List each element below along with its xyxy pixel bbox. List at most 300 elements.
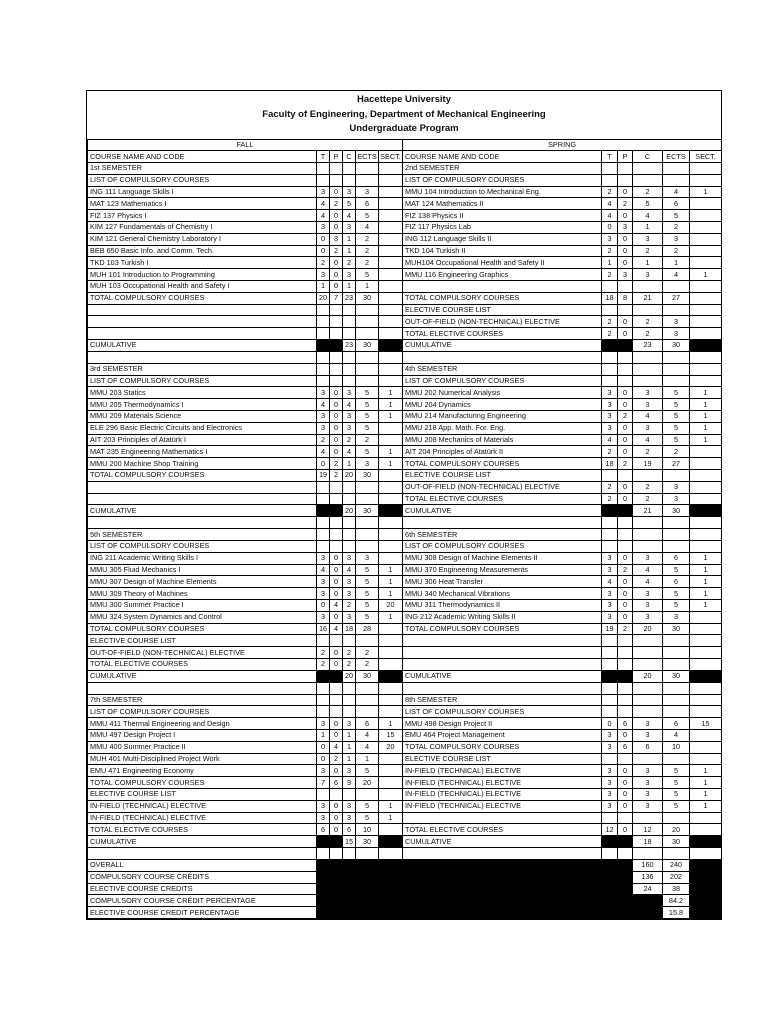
spring-course-cell: LIST OF COMPULSORY COURSES [403,174,602,186]
spring-t-cell: 3 [602,777,618,789]
spring-course-cell: 6th SEMESTER [403,529,602,541]
spacer-cell [343,351,356,363]
spring-c-cell: 2 [633,481,663,493]
fall-ects-cell: 6 [356,198,379,210]
fall-p-cell [330,529,343,541]
fall-ects-cell: 5 [356,269,379,281]
spring-t-cell [602,304,618,316]
spring-t-cell: 3 [602,233,618,245]
fall-t-cell: 16 [317,623,330,635]
fall-ects-cell: 2 [356,434,379,446]
fall-c-cell: 3 [343,411,356,423]
spring-c-cell: 2 [633,493,663,505]
spring-p-cell: 0 [618,824,633,836]
spacer-cell [317,847,330,859]
table-row [88,588,722,600]
fall-t-cell: 2 [317,434,330,446]
fall-course-cell: MMU 497 Design Project I [88,729,317,741]
spring-course-cell: 2nd SEMESTER [403,163,602,175]
fall-p-cell: 2 [330,245,343,257]
table-row [88,446,722,458]
fall-t-cell: 4 [317,564,330,576]
fall-t-cell: 3 [317,269,330,281]
spring-c-cell: 2 [633,446,663,458]
fall-course-cell: TOTAL ELECTIVE COURSES [88,824,317,836]
spring-t-cell: 3 [602,599,618,611]
spring-course-cell: MMU 204 Dynamics [403,399,602,411]
fall-p-cell: 0 [330,210,343,222]
fall-p-cell [330,316,343,328]
spring-c-cell: 5 [633,198,663,210]
spring-ects-cell: 5 [663,434,690,446]
spring-sect-cell [690,694,722,706]
summary-label: COMPULSORY COURSE CREDIT PERCENTAGE [88,895,317,907]
spring-sect-cell: 1 [690,777,722,789]
fall-c-cell [343,304,356,316]
summary-label: ELECTIVE COURSE CREDITS [88,883,317,895]
fall-ects-cell [356,304,379,316]
fall-t-cell: 3 [317,800,330,812]
fall-sect-cell [379,434,403,446]
spring-sect-cell [690,706,722,718]
curriculum-table-body [88,139,722,859]
fall-sect-cell [379,481,403,493]
spring-ects-cell: 5 [663,422,690,434]
spring-p-cell [618,304,633,316]
fall-c-cell: 4 [343,446,356,458]
spring-t-cell: 4 [602,434,618,446]
fall-course-cell: LIST OF COMPULSORY COURSES [88,174,317,186]
spring-c-cell: 3 [633,800,663,812]
fall-sect-cell [379,375,403,387]
spring-p-cell [618,635,633,647]
fall-ects-cell: 3 [356,186,379,198]
spring-c-cell: 19 [633,458,663,470]
spring-course-cell: ELECTIVE COURSE LIST [403,304,602,316]
spring-t-cell: 3 [602,729,618,741]
spring-p-cell: 0 [618,800,633,812]
spring-course-cell: IN-FIELD (TECHNICAL) ELECTIVE [403,800,602,812]
summary-end-blackout-cell [690,859,722,871]
fall-course-cell: MMU 411 Thermal Engineering and Design [88,718,317,730]
fall-ects-cell: 4 [356,222,379,234]
spacer-cell [690,847,722,859]
table-row [88,564,722,576]
spacer-cell [88,682,317,694]
fall-ects-cell: 4 [356,741,379,753]
spacer-cell [356,351,379,363]
table-row [88,292,722,304]
spring-course-cell [403,812,602,824]
table-row [88,470,722,482]
fall-c-cell: 3 [343,588,356,600]
spring-c-cell: 20 [633,670,663,682]
table-row [88,222,722,234]
fall-ects-cell: 30 [356,670,379,682]
summary-end-blackout-cell [690,895,722,907]
spring-p-cell: 0 [618,387,633,399]
fall-ects-cell: 5 [356,564,379,576]
summary-end-blackout-cell [690,907,722,919]
spring-sect-cell: 1 [690,186,722,198]
fall-t-cell: 0 [317,599,330,611]
spacer-cell [343,682,356,694]
spring-ects-cell: 3 [663,328,690,340]
fall-course-cell: MUH 401 Multi-Disciplined Project Work [88,753,317,765]
spring-t-cell: 3 [602,399,618,411]
fall-p-cell: 0 [330,588,343,600]
fall-sect-cell: 1 [379,611,403,623]
fall-c-cell: 4 [343,399,356,411]
fall-course-cell: MMU 209 Materials Science [88,411,317,423]
summary-row [88,883,722,895]
spring-p-cell: 0 [618,552,633,564]
spacer-cell [317,351,330,363]
spring-t-cell [602,658,618,670]
table-row [88,718,722,730]
spring-course-cell: ELECTIVE COURSE LIST [403,753,602,765]
table-row [88,304,722,316]
fall-ects-cell [356,635,379,647]
spring-t-cell: 2 [602,186,618,198]
spring-t-cell [602,174,618,186]
fall-ects-cell [356,481,379,493]
fall-ects-cell: 5 [356,812,379,824]
table-row [88,729,722,741]
spring-ects-cell: 6 [663,718,690,730]
spring-t-cell: 2 [602,316,618,328]
spacer-cell [330,517,343,529]
fall-blackout-cell [317,505,330,517]
fall-ects-cell: 5 [356,399,379,411]
fall-sect-cell [379,493,403,505]
spring-c-cell: 3 [633,233,663,245]
fall-c-cell: 20 [343,505,356,517]
summary-blackout-cell [317,907,633,919]
fall-t-cell [317,541,330,553]
table-row [88,210,722,222]
summary-label: OVERALL [88,859,317,871]
fall-ects-cell [356,328,379,340]
fall-c-cell [343,529,356,541]
summary-row [88,859,722,871]
table-row [88,481,722,493]
spring-p-cell [618,812,633,824]
fall-ects-cell [356,694,379,706]
spring-ects-cell: 5 [663,777,690,789]
spring-sect-cell: 1 [690,269,722,281]
fall-c-cell: 1 [343,233,356,245]
table-row [88,788,722,800]
spring-c-cell: 3 [633,399,663,411]
fall-sect-cell [379,647,403,659]
spring-t-cell [602,635,618,647]
spring-ects-cell [663,174,690,186]
fall-course-cell: MMU 307 Design of Machine Elements [88,576,317,588]
spring-p-cell: 0 [618,257,633,269]
spring-c-cell: 3 [633,777,663,789]
spring-t-cell: 2 [602,269,618,281]
spring-course-cell: EMU 464 Project Management [403,729,602,741]
fall-ects-cell: 3 [356,458,379,470]
summary-blackout-cell [317,871,633,883]
spring-ects-cell: 3 [663,493,690,505]
fall-t-cell: 3 [317,812,330,824]
spacer-cell [663,682,690,694]
spring-c-cell: 4 [633,411,663,423]
spring-t-cell: 2 [602,481,618,493]
table-row [88,281,722,293]
fall-t-cell [317,174,330,186]
table-row [88,316,722,328]
spring-blackout-cell [690,836,722,848]
curriculum-table [87,139,722,919]
fall-course-cell: ING 111 Language Skills I [88,186,317,198]
spacer-cell [618,682,633,694]
spring-course-cell: MMU 340 Mechanical Vibrations [403,588,602,600]
spring-ects-cell [663,706,690,718]
spring-c-cell: 3 [633,269,663,281]
summary-end-blackout-cell [690,871,722,883]
fall-sect-cell [379,623,403,635]
fall-blackout-cell [379,670,403,682]
spacer-cell [690,351,722,363]
fall-c-cell [343,493,356,505]
spring-c-cell [633,163,663,175]
fall-t-cell [317,493,330,505]
fall-c-cell: 2 [343,434,356,446]
summary-ects-cell: 240 [663,859,690,871]
spring-sect-cell [690,729,722,741]
spring-t-cell: 4 [602,210,618,222]
table-row [88,658,722,670]
spring-p-cell: 0 [618,611,633,623]
fall-t-cell: 4 [317,446,330,458]
spring-ects-cell: 30 [663,505,690,517]
fall-t-cell: 3 [317,718,330,730]
table-row [88,552,722,564]
spring-course-cell: MMU 104 Introduction to Mechanical Eng. [403,186,602,198]
fall-c-cell [343,694,356,706]
spring-p-cell: 0 [618,576,633,588]
fall-c-cell [343,316,356,328]
spring-p-cell: 3 [618,269,633,281]
fall-p-cell [330,541,343,553]
fall-p-cell [330,375,343,387]
fall-course-cell: EMU 471 Engineering Economy [88,765,317,777]
spring-sect-cell [690,375,722,387]
fall-ects-cell [356,706,379,718]
spring-t-cell: 3 [602,741,618,753]
spring-course-cell [403,281,602,293]
table-row [88,765,722,777]
spring-c-cell [633,375,663,387]
fall-ects-cell: 5 [356,446,379,458]
spacer-cell [403,847,602,859]
spring-t-cell: 3 [602,564,618,576]
spring-p-cell: 0 [618,399,633,411]
fall-ects-cell [356,788,379,800]
fall-c-cell: 1 [343,729,356,741]
fall-course-cell: MMU 200 Machine Shop Training [88,458,317,470]
spring-ects-cell [663,541,690,553]
spring-c-cell [633,363,663,375]
spacer-cell [343,517,356,529]
fall-c-cell: 15 [343,836,356,848]
table-row [88,706,722,718]
spring-p-cell: 0 [618,777,633,789]
table-row [88,824,722,836]
spring-ects-cell: 2 [663,222,690,234]
table-row [88,753,722,765]
spring-p-cell: 0 [618,765,633,777]
fall-p-cell: 0 [330,611,343,623]
spring-course-cell: 8th SEMESTER [403,694,602,706]
fall-p-cell: 3 [330,233,343,245]
fall-c-cell [343,541,356,553]
spring-course-cell: MMU 498 Design Project II [403,718,602,730]
fall-course-cell: MMU 300 Summer Practice I [88,599,317,611]
spring-ects-cell [663,658,690,670]
spacer-cell [379,517,403,529]
summary-credits-cell: 136 [633,871,663,883]
fall-t-cell: 4 [317,399,330,411]
spring-blackout-cell [602,505,618,517]
fall-p-cell: 0 [330,552,343,564]
spring-c-cell: 3 [633,599,663,611]
fall-c-cell: 2 [343,599,356,611]
spring-sect-cell [690,658,722,670]
spacer-cell [602,351,618,363]
fall-sect-cell: 1 [379,387,403,399]
spring-t-cell: 2 [602,493,618,505]
fall-course-cell: ING 211 Academic Writing Skills I [88,552,317,564]
spring-c-cell: 4 [633,564,663,576]
spring-p-cell: 0 [618,599,633,611]
fall-ects-cell: 1 [356,753,379,765]
fall-c-cell: 1 [343,753,356,765]
spring-col-c: C [633,151,663,163]
fall-ects-cell: 30 [356,340,379,352]
spring-course-cell: LIST OF COMPULSORY COURSES [403,706,602,718]
spring-t-cell [602,706,618,718]
spring-course-cell: MMU 116 Engineering Graphics [403,269,602,281]
fall-t-cell: 0 [317,245,330,257]
table-row [88,694,722,706]
spring-course-cell: MMU 202 Numerical Analysis [403,387,602,399]
fall-c-cell: 3 [343,387,356,399]
document-header [87,91,721,139]
fall-ects-cell: 30 [356,505,379,517]
fall-sect-cell [379,422,403,434]
spring-t-cell [602,375,618,387]
table-row [88,541,722,553]
spring-t-cell: 4 [602,576,618,588]
fall-ects-cell: 20 [356,777,379,789]
fall-t-cell: 3 [317,422,330,434]
fall-sect-cell: 20 [379,741,403,753]
fall-course-cell [88,328,317,340]
fall-c-cell [343,174,356,186]
fall-t-cell: 2 [317,647,330,659]
table-row [88,576,722,588]
spring-course-cell: LIST OF COMPULSORY COURSES [403,541,602,553]
fall-p-cell: 0 [330,729,343,741]
fall-sect-cell: 1 [379,411,403,423]
fall-sect-cell [379,257,403,269]
table-row [88,411,722,423]
fall-t-cell [317,316,330,328]
fall-t-cell: 2 [317,257,330,269]
spring-c-cell: 3 [633,588,663,600]
fall-course-cell: TOTAL COMPULSORY COURSES [88,623,317,635]
spring-course-cell: TOTAL ELECTIVE COURSES [403,328,602,340]
spring-sect-cell [690,623,722,635]
fall-course-cell: MUH 101 Introduction to Programming [88,269,317,281]
spring-sect-cell [690,611,722,623]
fall-c-cell: 20 [343,470,356,482]
fall-sect-cell [379,210,403,222]
fall-c-cell: 3 [343,576,356,588]
fall-ects-cell [356,316,379,328]
spacer-row [88,682,722,694]
fall-sect-cell [379,163,403,175]
fall-t-cell [317,635,330,647]
fall-p-cell: 0 [330,800,343,812]
fall-course-cell: MAT 235 Engineering Mathematics I [88,446,317,458]
fall-col-ects: ECTS [357,151,377,161]
spring-course-cell: IN-FIELD (TECHNICAL) ELECTIVE [403,777,602,789]
fall-p-cell [330,174,343,186]
table-row [88,186,722,198]
fall-c-cell [343,788,356,800]
fall-blackout-cell [379,505,403,517]
spring-p-cell [618,529,633,541]
fall-sect-cell [379,635,403,647]
fall-ects-cell: 5 [356,800,379,812]
table-row [88,493,722,505]
spacer-cell [618,517,633,529]
spring-course-cell: MMU 218 App. Math. For. Eng. [403,422,602,434]
spring-blackout-cell [690,670,722,682]
fall-p-cell: 0 [330,269,343,281]
spring-ects-cell: 27 [663,292,690,304]
fall-ects-cell: 5 [356,611,379,623]
fall-course-cell: TKD 103 Turkish I [88,257,317,269]
summary-blackout-cell [317,895,633,907]
fall-sect-cell: 1 [379,812,403,824]
spring-t-cell: 18 [602,292,618,304]
spring-course-cell: AIT 204 Principles of Atatürk II [403,446,602,458]
spring-course-cell: IN-FIELD (TECHNICAL) ELECTIVE [403,788,602,800]
spring-p-cell: 0 [618,493,633,505]
fall-c-cell: 23 [343,340,356,352]
fall-t-cell [317,328,330,340]
spring-sect-cell [690,541,722,553]
fall-course-cell: TOTAL ELECTIVE COURSES [88,658,317,670]
fall-t-cell: 3 [317,552,330,564]
fall-c-cell [343,481,356,493]
spring-sect-cell [690,363,722,375]
spring-t-cell [602,529,618,541]
spacer-cell [379,682,403,694]
fall-p-cell: 0 [330,222,343,234]
spring-ects-cell: 5 [663,765,690,777]
spring-sect-cell: 1 [690,411,722,423]
fall-p-cell [330,706,343,718]
spring-t-cell: 0 [602,718,618,730]
fall-c-cell [343,375,356,387]
